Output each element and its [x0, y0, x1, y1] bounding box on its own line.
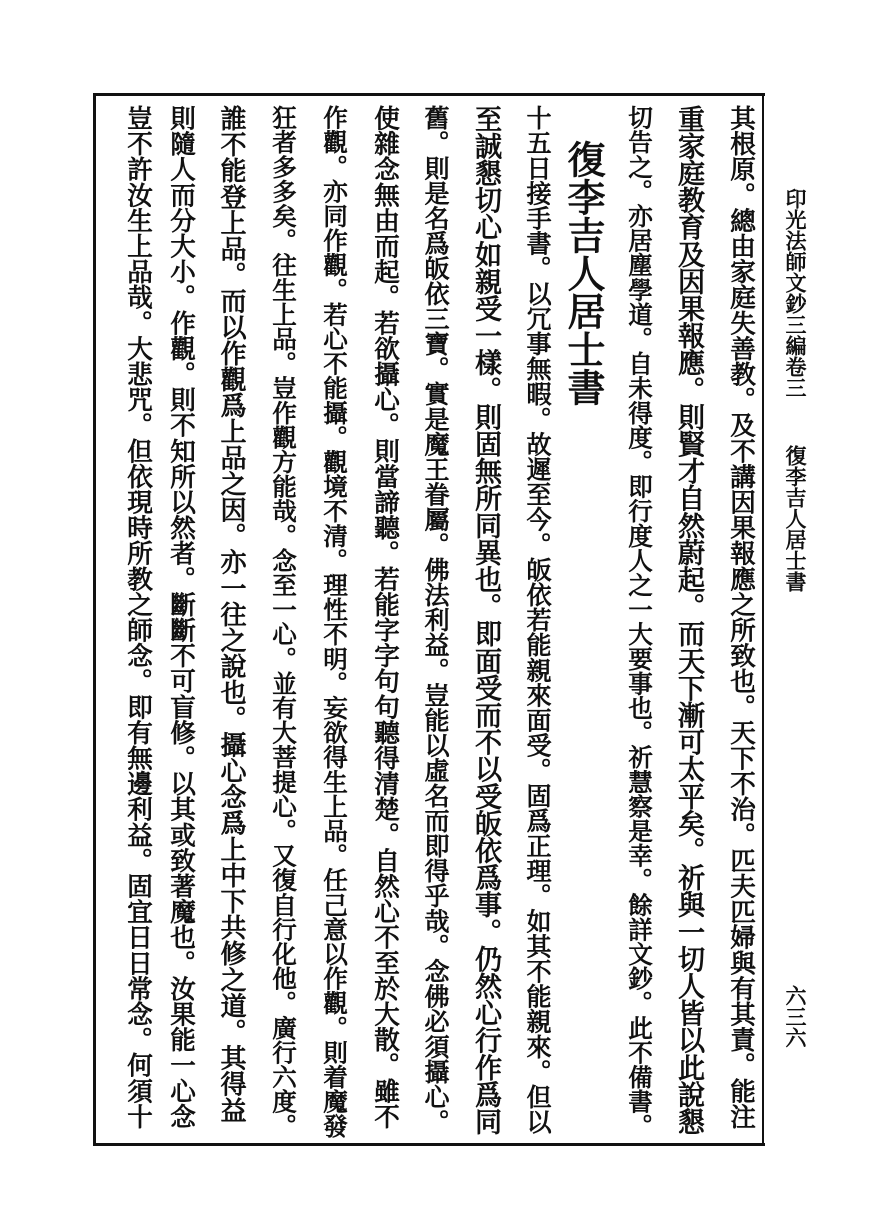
letter-heading: 復李吉人居士書 [561, 140, 606, 406]
section-title: 復李吉人居士書 [783, 445, 808, 592]
text-column-5: 十五日接手書。以冗事無暇。故遲至今。皈依若能親來面受。固爲正理。如其不能親來。但以 [523, 105, 553, 1135]
text-column-12: 則隨人而分大小。作觀。則不知所以然者。斷斷不可盲修。以其或致著魔也。汝果能一心念 [166, 105, 196, 1129]
text-column-2: 重家庭教育及因果報應。則賢才自然蔚起。而天下漸可太平矣。祈與一切人皆以此說懇 [673, 105, 704, 1135]
text-column-13: 豈不許汝生上品哉。大悲咒。但依現時所教之師念。即有無邊利益。固宜日日常念。何須十 [123, 105, 153, 1129]
book-title: 印光法師文鈔三編卷三 [783, 188, 808, 398]
text-column-8: 使雜念無由而起。若欲攝心。則當諦聽。若能字字句句聽得清楚。自然心不至於大散。雖不 [370, 105, 400, 1129]
text-column-7: 舊。則是名爲皈依三寶。實是魔王眷屬。佛法利益。豈能以虛名而即得乎哉。念佛必須攝心。 [421, 105, 451, 1135]
margin-divider-rule [762, 93, 764, 1146]
text-column-1: 其根原。總由家庭失善教。及不講因果報應之所致也。天下不治。匹夫匹婦與有其責。能注 [726, 105, 756, 1129]
text-column-10: 狂者多多矣。往生上品。豈作觀方能哉。念至一心。並有大菩提心。又復自行化他。廣行六度。 [269, 105, 298, 1139]
left-border-rule [93, 93, 96, 1146]
text-column-11: 誰不能登上品。而以作觀爲上品之因。亦一往之說也。攝心念爲上中下共修之道。其得益 [216, 105, 247, 1123]
top-border-rule [93, 93, 765, 96]
text-column-3: 切告之。亦居塵學道。自未得度。即行度人之一大要事也。祈慧察是幸。餘詳文鈔。此不備書。 [625, 105, 654, 1139]
text-column-9: 作觀。亦同作觀。若心不能攝。觀境不清。理性不明。妄欲得生上品。任己意以作觀。則着魔發 [320, 105, 349, 1139]
page-number: 六三六 [783, 985, 808, 1048]
text-column-6: 至誠懇切心如親受一樣。則固無所同異也。即面受而不以受皈依爲事。仍然心行作爲同 [470, 105, 501, 1135]
bottom-border-rule [93, 1143, 765, 1146]
